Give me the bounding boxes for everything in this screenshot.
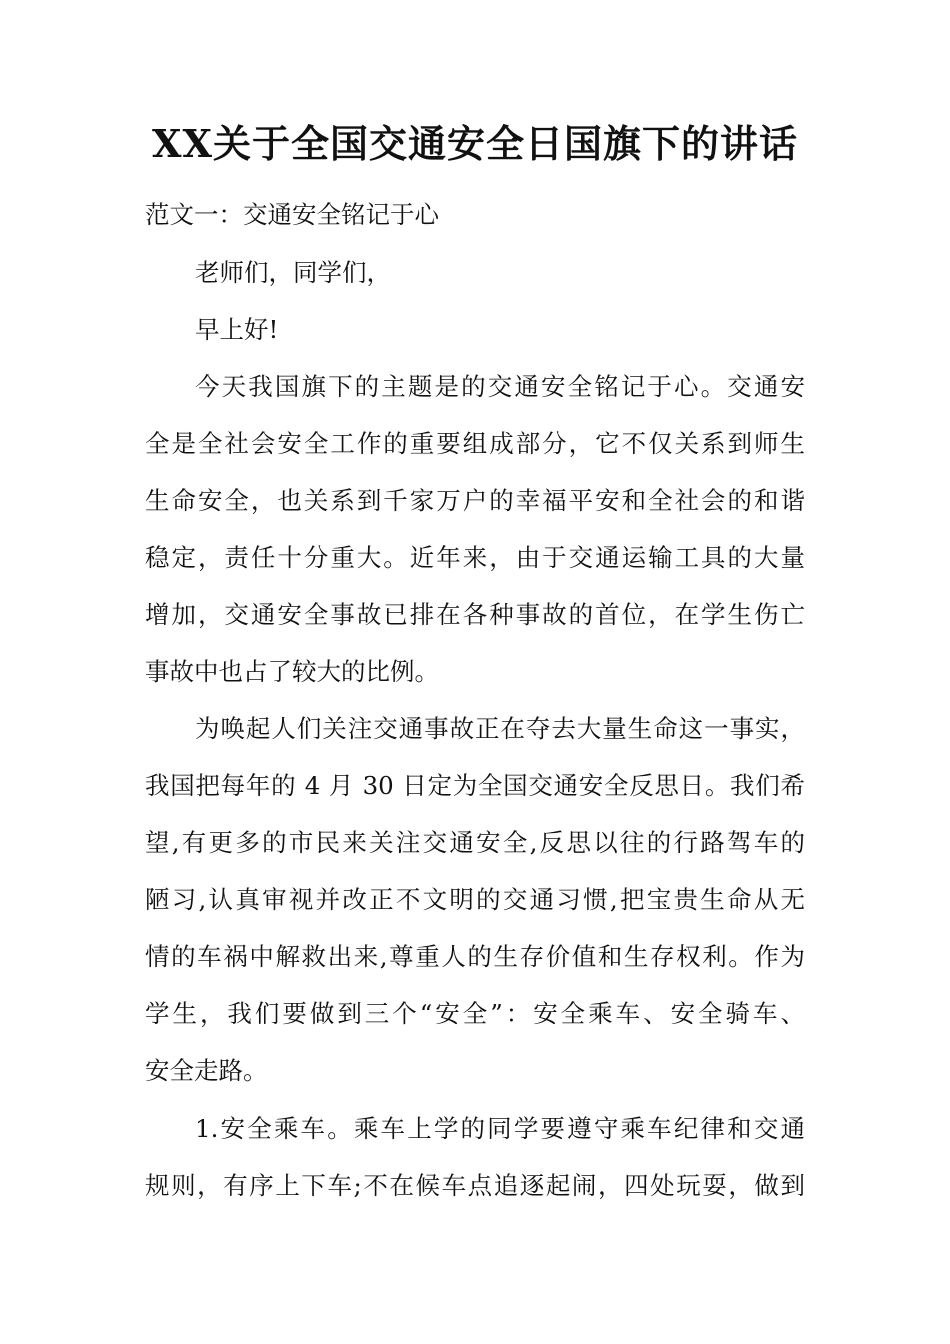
paragraph-line: 全是全社会安全工作的重要组成部分，它不仅关系到师生 bbox=[145, 429, 805, 458]
paragraph-line: 我国把每年的 4 月 30 日定为全国交通安全反思日。我们希 bbox=[145, 771, 805, 800]
paragraph-line: 情的车祸中解救出来,尊重人的生存价值和生存权利。作为 bbox=[145, 942, 805, 971]
paragraph-line: 望,有更多的市民来关注交通安全,反思以往的行路驾车的 bbox=[145, 828, 805, 857]
greeting-line: 早上好! bbox=[195, 315, 279, 344]
paragraph-line: 学生，我们要做到三个“安全”：安全乘车、安全骑车、 bbox=[145, 999, 805, 1028]
paragraph-line: 今天我国旗下的主题是的交通安全铭记于心。交通安 bbox=[195, 372, 805, 401]
paragraph-line: 1.安全乘车。乘车上学的同学要遵守乘车纪律和交通 bbox=[195, 1114, 805, 1143]
greeting-line: 老师们，同学们， bbox=[195, 258, 391, 287]
paragraph-line: 为唤起人们关注交通事故正在夺去大量生命这一事实， bbox=[195, 714, 805, 743]
paragraph-line: 增加，交通安全事故已排在各种事故的首位，在学生伤亡 bbox=[145, 600, 805, 629]
paragraph-line: 陋习,认真审视并改正不文明的交通习惯,把宝贵生命从无 bbox=[145, 885, 805, 914]
paragraph-line: 规则，有序上下车;不在候车点追逐起闹，四处玩耍，做到 bbox=[145, 1171, 805, 1200]
paragraph-line: 安全走路。 bbox=[145, 1056, 268, 1085]
paragraph-line: 事故中也占了较大的比例。 bbox=[145, 657, 439, 686]
paragraph-line: 生命安全，也关系到千家万户的幸福平安和全社会的和谐 bbox=[145, 486, 805, 515]
paragraph-line: 稳定，责任十分重大。近年来，由于交通运输工具的大量 bbox=[145, 543, 805, 572]
page-title: XX关于全国交通安全日国旗下的讲话 bbox=[152, 121, 798, 166]
subtitle-line: 范文一：交通安全铭记于心 bbox=[145, 200, 439, 229]
